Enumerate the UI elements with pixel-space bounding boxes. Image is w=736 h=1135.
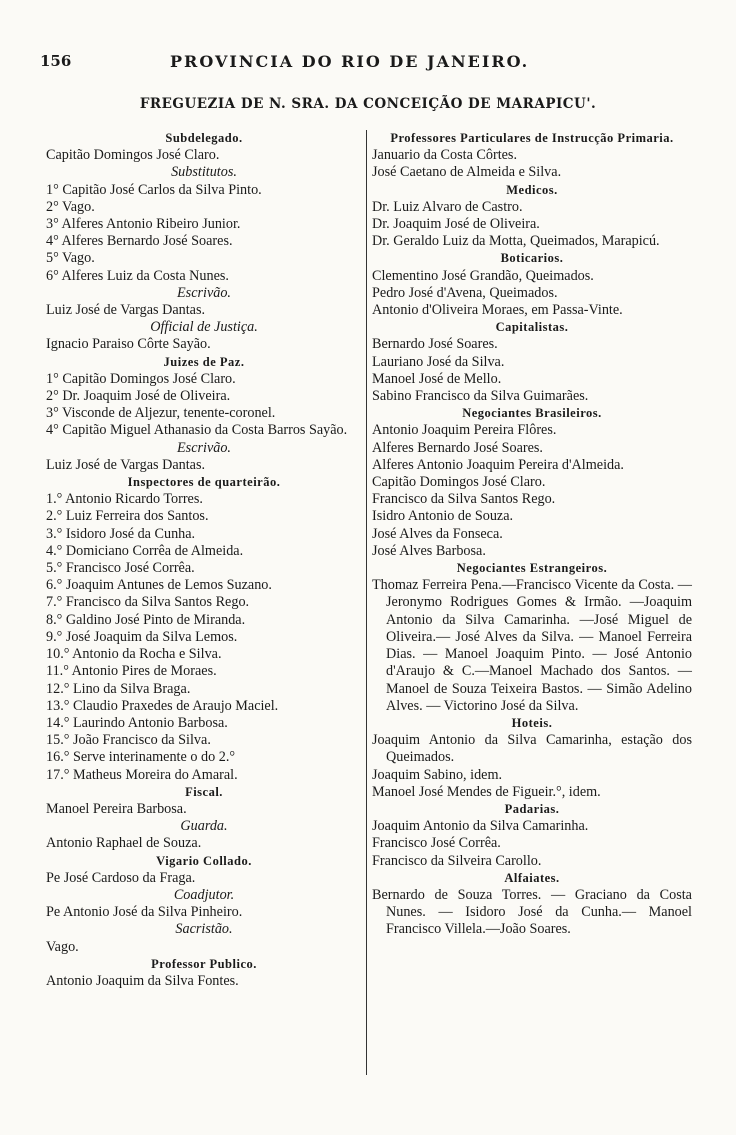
negociante-entry: Capitão Domingos José Claro. — [372, 474, 546, 491]
sacristao-heading: Sacristão. — [175, 921, 233, 938]
capitalista-entry: Manoel José de Mello. — [372, 370, 502, 387]
inspector-entry: 14.° Laurindo Antonio Barbosa. — [46, 714, 228, 731]
negociantes-estrangeiros-heading: Negociantes Estrangeiros. — [456, 561, 608, 576]
fiscal-heading: Fiscal. — [185, 784, 223, 799]
escrivao-heading: Escrivão. — [177, 439, 231, 456]
coadjutor-heading: Coadjutor. — [173, 886, 235, 903]
juiz-entry: 1° Capitão Domingos José Claro. — [46, 370, 236, 387]
professor-heading: Professor Publico. — [151, 956, 257, 971]
medico-entry: Dr. Joaquim José de Oliveira. — [372, 216, 540, 233]
alfaiates-heading: Alfaiates. — [504, 870, 560, 885]
hoteis-heading: Hoteis. — [511, 715, 553, 730]
negociante-entry: José Alves Barbosa. — [372, 542, 486, 559]
medico-entry: Dr. Geraldo Luiz da Motta, Queimados, Marapicú. — [372, 233, 660, 250]
negociantes-estrangeiros-paragraph: Thomaz Ferreira Pena.—Francisco Vicente da Costa. — Jeronymo Rodrigues Gomes & Irmão. —Joaquim Antonio da Silva Camarinha. —José Miguel de Oliveira.— José Alves da Silva. — Manoel Ferreira Dias. — Manoel Joaquim Pinto. — José Antonio d'Araujo & C.—Manoel Machado dos Santos. — Manoel de Souza Teixeira Bastos. — Simão Adelino Alves. — Victorino José da Silva. — [372, 577, 692, 714]
negociante-entry: Alferes Antonio Joaquim Pereira d'Almeida. — [372, 456, 624, 473]
fiscal-entry: Manoel Pereira Barbosa. — [46, 800, 187, 817]
inspector-entry: 12.° Lino da Silva Braga. — [46, 680, 191, 697]
section-title: FREGUEZIA DE N. SRA. DA CONCEIÇÃO DE MARAPICU'. — [139, 96, 597, 112]
capitalista-entry: Bernardo José Soares. — [372, 336, 498, 353]
padarias-heading: Padarias. — [504, 801, 560, 816]
escrivao-entry: Luiz José de Vargas Dantas. — [46, 456, 206, 473]
right-column — [372, 130, 692, 939]
medicos-heading: Medicos. — [506, 182, 558, 197]
inspector-entry: 16.° Serve interinamente o do 2.° — [46, 749, 236, 766]
boticario-entry: Antonio d'Oliveira Moraes, em Passa-Vinte. — [372, 302, 623, 319]
left-column — [46, 130, 362, 990]
substituto-entry: 2° Vago. — [46, 198, 95, 215]
inspector-entry: 8.° Galdino José Pinto de Miranda. — [46, 611, 246, 628]
professor-particular-entry: Januario da Costa Côrtes. — [372, 147, 517, 164]
guarda-heading: Guarda. — [180, 818, 228, 835]
negociante-entry: Alferes Bernardo José Soares. — [372, 439, 543, 456]
inspector-entry: 13.° Claudio Praxedes de Araujo Maciel. — [46, 697, 279, 714]
professor-particular-entry: José Caetano de Almeida e Silva. — [372, 164, 562, 181]
inspector-entry: 9.° José Joaquim da Silva Lemos. — [46, 628, 238, 645]
substituto-entry: 6° Alferes Luiz da Costa Nunes. — [46, 267, 229, 284]
inspector-entry: 4.° Domiciano Corrêa de Almeida. — [46, 542, 244, 559]
capitalistas-heading: Capitalistas. — [495, 320, 569, 335]
vigario-heading: Vigario Collado. — [156, 853, 252, 868]
inspector-entry: 10.° Antonio da Rocha e Silva. — [46, 646, 222, 663]
inspector-entry: 15.° João Francisco da Silva. — [46, 732, 211, 749]
official-entry: Ignacio Paraiso Côrte Sayão. — [46, 336, 211, 353]
hotel-entry: Joaquim Antonio da Silva Camarinha, estação dos Queimados. — [372, 732, 692, 766]
hotel-entry: Joaquim Sabino, idem. — [372, 766, 503, 783]
negociante-entry: José Alves da Fonseca. — [372, 525, 503, 542]
official-heading: Official de Justiça. — [150, 319, 258, 336]
boticario-entry: Clementino José Grandão, Queimados. — [372, 267, 594, 284]
subdelegado-heading: Subdelegado. — [165, 131, 243, 145]
professor-entry: Antonio Joaquim da Silva Fontes. — [46, 972, 239, 989]
capitalista-entry: Sabino Francisco da Silva Guimarães. — [372, 388, 589, 405]
subdelegado-entry: Capitão Domingos José Claro. — [46, 147, 220, 164]
running-title: PROVINCIA DO RIO DE JANEIRO. — [170, 52, 530, 71]
inspector-entry: 11.° Antonio Pires de Moraes. — [46, 663, 217, 680]
capitalista-entry: Lauriano José da Silva. — [372, 353, 505, 370]
boticarios-heading: Boticarios. — [500, 251, 564, 266]
vigario-entry: Pe José Cardoso da Fraga. — [46, 869, 196, 886]
padaria-entry: Francisco da Silveira Carollo. — [372, 852, 542, 869]
sacristao-entry: Vago. — [46, 938, 79, 955]
inspector-entry: 1.° Antonio Ricardo Torres. — [46, 491, 203, 508]
negociante-entry: Francisco da Silva Santos Rego. — [372, 491, 556, 508]
juizes-heading: Juizes de Paz. — [163, 354, 245, 369]
inspectores-heading: Inspectores de quarteirão. — [127, 475, 281, 490]
padaria-entry: Joaquim Antonio da Silva Camarinha. — [372, 818, 589, 835]
inspector-entry: 2.° Luiz Ferreira dos Santos. — [46, 508, 209, 525]
inspector-entry: 17.° Matheus Moreira do Amaral. — [46, 766, 238, 783]
juiz-entry: 2° Dr. Joaquim José de Oliveira. — [46, 388, 231, 405]
professores-heading: Professores Particulares de Instrucção Primaria. — [390, 131, 674, 145]
hotel-entry: Manoel José Mendes de Figueir.°, idem. — [372, 783, 601, 800]
negociante-entry: Isidro Antonio de Souza. — [372, 508, 514, 525]
escrivao-heading: Escrivão. — [177, 284, 231, 301]
page-number: 156 — [40, 52, 72, 70]
inspector-entry: 6.° Joaquim Antunes de Lemos Suzano. — [46, 577, 272, 594]
substituto-entry: 5° Vago. — [46, 250, 95, 267]
substituto-entry: 4° Alferes Bernardo José Soares. — [46, 233, 233, 250]
alfaiates-paragraph: Bernardo de Souza Torres. — Graciano da Costa Nunes. — Isidoro José da Cunha.— Manoel Francisco Villela.—João Soares. — [372, 886, 692, 938]
guarda-entry: Antonio Raphael de Souza. — [46, 835, 202, 852]
coadjutor-entry: Pe Antonio José da Silva Pinheiro. — [46, 904, 243, 921]
substituto-entry: 3° Alferes Antonio Ribeiro Junior. — [46, 216, 241, 233]
inspector-entry: 3.° Isidoro José da Cunha. — [46, 525, 196, 542]
substitutos-heading: Substitutos. — [171, 164, 237, 181]
page-header — [0, 52, 736, 78]
escrivao-entry: Luiz José de Vargas Dantas. — [46, 302, 206, 319]
juiz-entry: 3° Visconde de Aljezur, tenente-coronel. — [46, 405, 276, 422]
inspector-entry: 5.° Francisco José Corrêa. — [46, 560, 195, 577]
negociantes-brasileiros-heading: Negociantes Brasileiros. — [462, 406, 602, 421]
substituto-entry: 1° Capitão José Carlos da Silva Pinto. — [46, 181, 262, 198]
boticario-entry: Pedro José d'Avena, Queimados. — [372, 284, 558, 301]
medico-entry: Dr. Luiz Alvaro de Castro. — [372, 198, 523, 215]
inspector-entry: 7.° Francisco da Silva Santos Rego. — [46, 594, 250, 611]
padaria-entry: Francisco José Corrêa. — [372, 835, 501, 852]
juiz-entry: 4° Capitão Miguel Athanasio da Costa Barros Sayão. — [46, 422, 348, 439]
column-divider — [366, 130, 367, 1075]
negociante-entry: Antonio Joaquim Pereira Flôres. — [372, 422, 557, 439]
